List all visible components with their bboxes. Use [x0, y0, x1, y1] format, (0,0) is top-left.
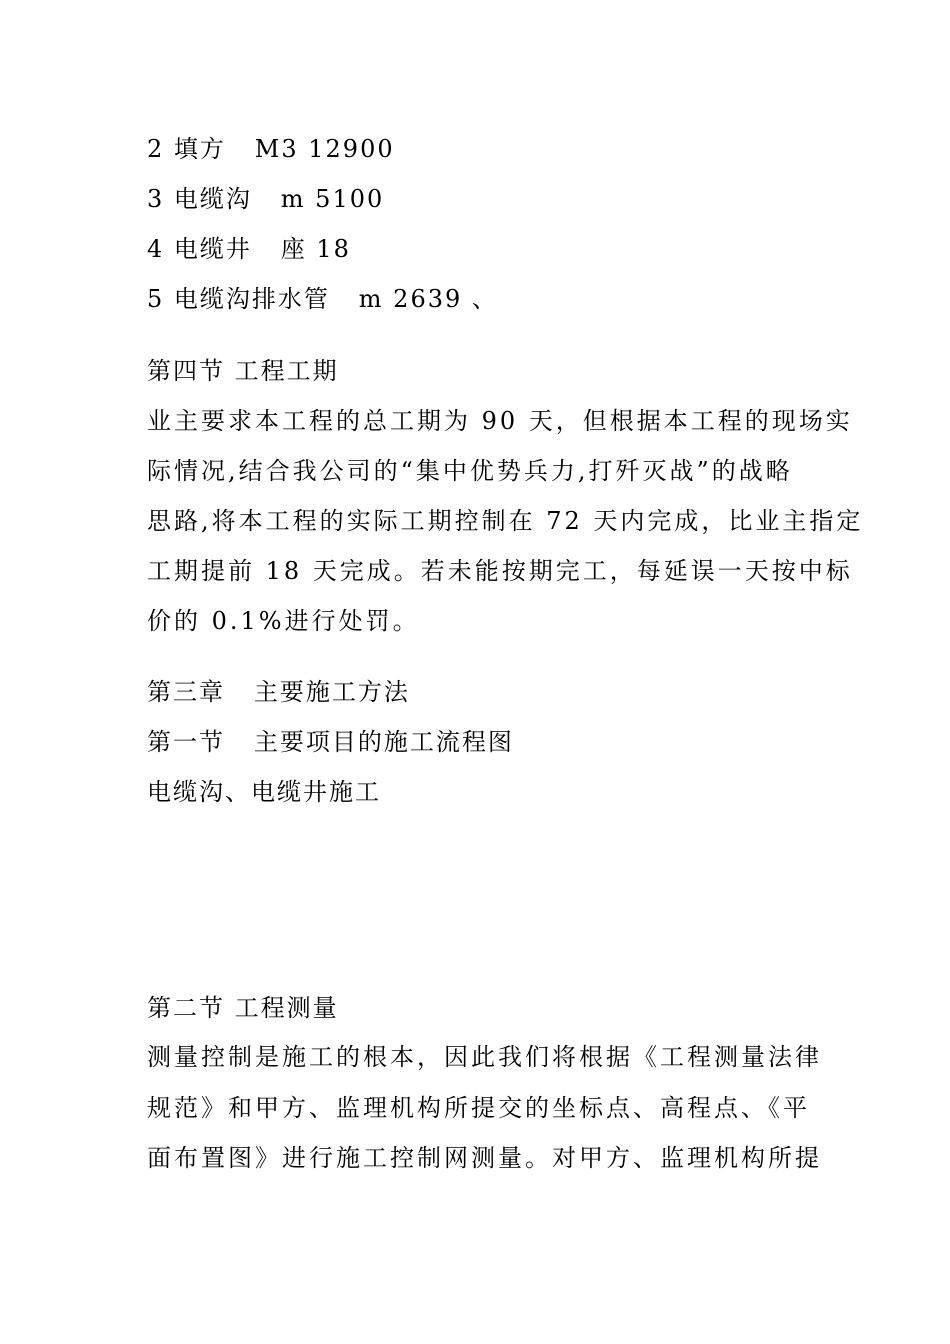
paragraph-line: 工期提前 18 天完成。若未能按期完工，每延误一天按中标 — [147, 557, 853, 585]
paragraph-line: 际情况,结合我公司的“集中优势兵力,打歼灭战”的战略 — [147, 457, 793, 485]
quantity-item-cable-well: 4 电缆井 座 18 — [147, 235, 351, 263]
paragraph-line: 思路,将本工程的实际工期控制在 72 天内完成，比业主指定 — [147, 507, 864, 535]
section-heading-survey: 第二节 工程测量 — [147, 994, 339, 1022]
paragraph-line: 业主要求本工程的总工期为 90 天，但根据本工程的现场实 — [147, 407, 853, 435]
subheading-cable-construction: 电缆沟、电缆井施工 — [147, 778, 381, 806]
section-heading-schedule: 第四节 工程工期 — [147, 357, 339, 385]
paragraph-line: 面布置图》进行施工控制网测量。对甲方、监理机构所提 — [147, 1144, 822, 1172]
quantity-item-drain-pipe: 5 电缆沟排水管 m 2639 、 — [147, 285, 498, 313]
paragraph-line: 测量控制是施工的根本，因此我们将根据《工程测量法律 — [147, 1043, 822, 1071]
quantity-item-cable-trench: 3 电缆沟 m 5100 — [147, 185, 385, 213]
section-heading-flowchart: 第一节 主要项目的施工流程图 — [147, 728, 514, 756]
chapter-heading: 第三章 主要施工方法 — [147, 678, 410, 706]
paragraph-line: 规范》和甲方、监理机构所提交的坐标点、高程点、《平 — [147, 1094, 810, 1122]
quantity-item-fill: 2 填方 M3 12900 — [147, 135, 395, 163]
paragraph-line: 价的 0.1%进行处罚。 — [147, 607, 420, 635]
